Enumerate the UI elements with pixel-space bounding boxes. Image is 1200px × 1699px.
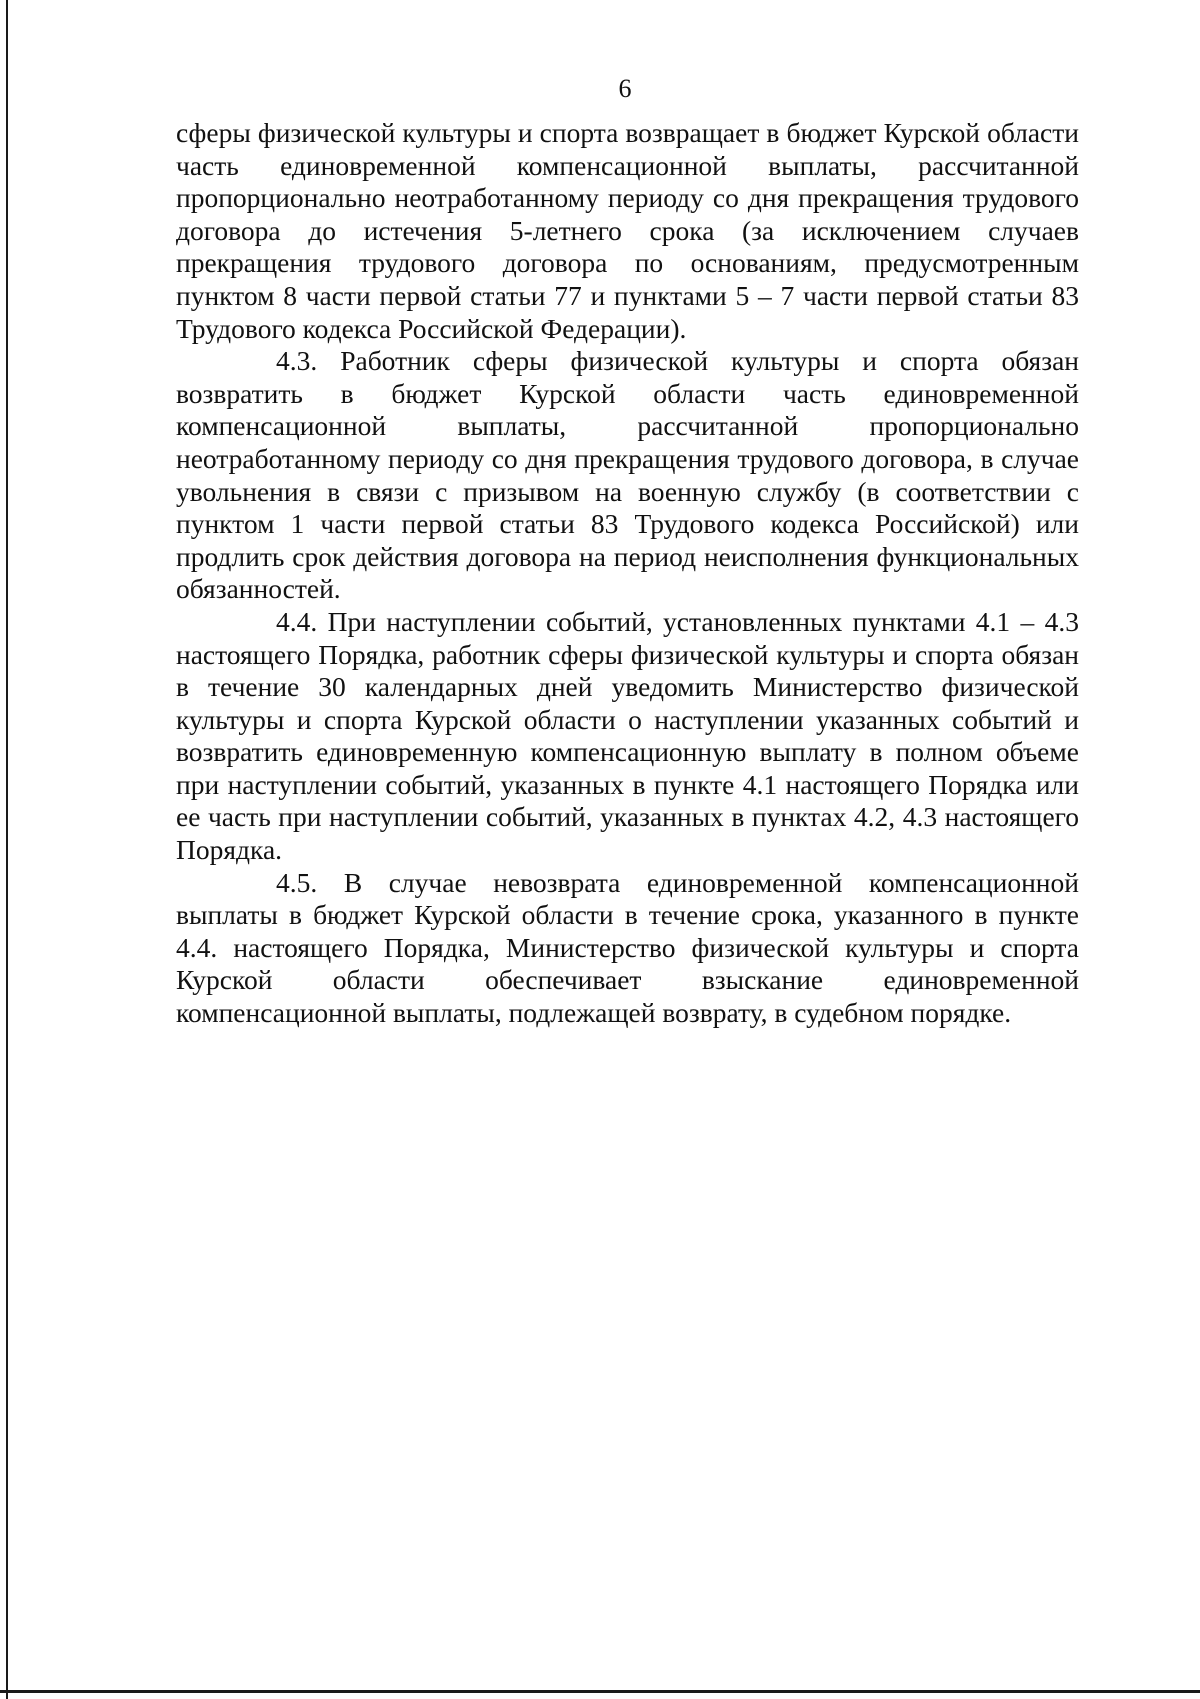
paragraph-4-4: 4.4. При наступлении событий, установленных пунктами 4.1 – 4.3 настоящего Порядка, работник сферы физической культуры и спорта обязан в течение 30 календарных дней уведомить Министерство физической культуры и спорта Курской области о наступлении указанных событий и возвратить единовременную компенсационную выплату в полном объеме при наступлении событий, указанных в пункте 4.1 настоящего Порядка или ее часть при наступлении событий, указанных в пунктах 4.2, 4.3 настоящего Порядка.: [176, 605, 1079, 866]
document-body: [176, 117, 1079, 1030]
paragraph-4-3: 4.3. Работник сферы физической культуры и спорта обязан возвратить в бюджет Курской области часть единовременной компенсационной выплаты, рассчитанной пропорционально неотработанному периоду со дня прекращения трудового договора, в случае увольнения в связи с призывом на военную службу (в соответствии с пунктом 1 части первой статьи 83 Трудового кодекса Российской) или продлить срок действия договора на период неисполнения функциональных обязанностей.: [176, 345, 1079, 605]
paragraph-continuation: сферы физической культуры и спорта возвращает в бюджет Курской области часть единовременной компенсационной выплаты, рассчитанной пропорционально неотработанному периоду со дня прекращения трудового договора до истечения 5-летнего срока (за исключением случаев прекращения трудового договора по основаниям, предусмотренным пунктом 8 части первой статьи 77 и пунктами 5 – 7 части первой статьи 83 Трудового кодекса Российской Федерации).: [176, 117, 1079, 344]
page-number: 6: [618, 74, 632, 103]
scan-edge-bottom: [0, 1690, 1200, 1693]
paragraph-4-5: 4.5. В случае невозврата единовременной компенсационной выплаты в бюджет Курской области в течение срока, указанного в пункте 4.4. настоящего Порядка, Министерство физической культуры и спорта Курской области обеспечивает взыскание единовременной компенсационной выплаты, подлежащей возврату, в судебном порядке.: [176, 866, 1079, 1029]
scan-edge-left: [6, 0, 8, 1699]
